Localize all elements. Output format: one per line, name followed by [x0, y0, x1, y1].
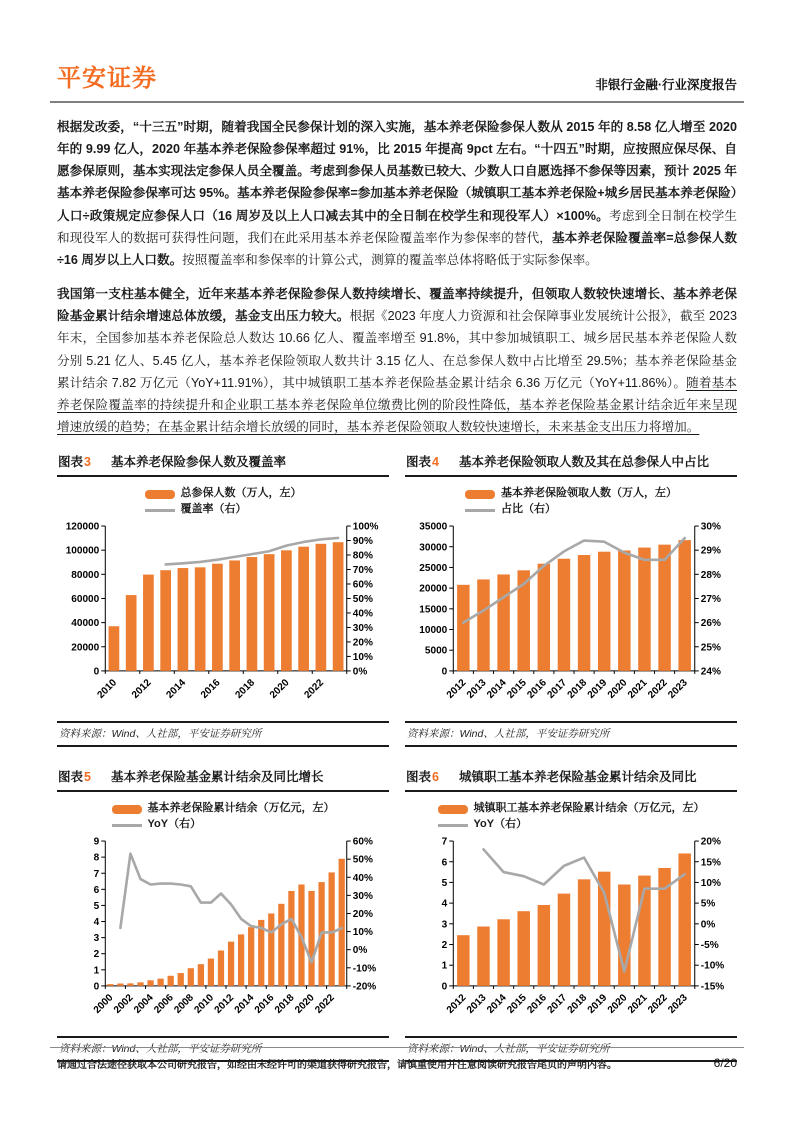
brand-logo: 平安证券 — [57, 65, 157, 92]
svg-text:2015: 2015 — [505, 992, 529, 1017]
svg-text:1: 1 — [441, 960, 448, 972]
figure-6 — [405, 765, 737, 1062]
bar-legend-label: 总参保人数（万人，左） — [180, 487, 302, 500]
page-number: 6/20 — [713, 1056, 737, 1070]
svg-text:2017: 2017 — [545, 677, 570, 701]
svg-text:0: 0 — [441, 666, 448, 678]
svg-text:28%: 28% — [700, 569, 721, 581]
figure-title: 城镇职工基本养老保险基金累计结余及同比 — [458, 770, 697, 785]
svg-text:2022: 2022 — [302, 677, 327, 701]
svg-text:60%: 60% — [352, 579, 373, 591]
svg-text:2014: 2014 — [232, 992, 257, 1017]
text-segment-normal: 根据《2023 年度人力资源和社会保障事业发展统计公报》，截至 2023 年末，全国参加基本养老保险总人数达 10.66 亿人、覆盖率增至 91.8%，其中参加城镇职工、城乡居民基本养老保险人数分别 5.21 亿人、5.45 亿人，基本养老保险领取人数共计 3.15 亿人、在总参保人数中占比增至 29.5%；基本养老保险基金累计结余 7.82 万亿元（YoY+11.91%），其中城镇职工基本养老保险基金累计结余 6.36 万亿元（YoY+11.86%）。 — [57, 309, 738, 390]
svg-text:2015: 2015 — [505, 677, 529, 701]
svg-text:2016: 2016 — [525, 992, 549, 1017]
svg-text:2: 2 — [441, 940, 448, 952]
svg-text:2020: 2020 — [605, 992, 630, 1017]
line-legend-swatch — [145, 509, 175, 512]
svg-text:50%: 50% — [352, 854, 373, 866]
figure-source: 资料来源：Wind、人社部，平安证券研究所 — [57, 721, 389, 747]
figure-source: 资料来源：Wind、人社部，平安证券研究所 — [405, 1036, 737, 1062]
svg-text:2016: 2016 — [525, 677, 549, 701]
line-legend-swatch — [112, 824, 142, 827]
figure-source: 资料来源：Wind、人社部，平安证券研究所 — [57, 1036, 389, 1062]
svg-text:2020: 2020 — [605, 677, 630, 701]
svg-text:25000: 25000 — [419, 563, 448, 575]
svg-text:20%: 20% — [700, 836, 721, 848]
svg-text:60%: 60% — [352, 836, 373, 848]
svg-text:2023: 2023 — [666, 992, 690, 1017]
svg-text:2000: 2000 — [91, 992, 116, 1017]
svg-text:2012: 2012 — [212, 992, 237, 1017]
svg-text:10%: 10% — [700, 878, 721, 890]
svg-text:4: 4 — [93, 917, 100, 929]
svg-text:1: 1 — [93, 965, 100, 977]
combo-chart-participants — [57, 520, 389, 717]
svg-text:80000: 80000 — [71, 569, 100, 581]
figure-6-title-row — [405, 765, 737, 792]
svg-text:25%: 25% — [700, 642, 721, 654]
svg-text:-5%: -5% — [700, 940, 719, 952]
svg-text:40000: 40000 — [71, 618, 100, 630]
svg-text:3: 3 — [93, 933, 100, 945]
combo-chart-fund-balance — [57, 835, 389, 1032]
svg-text:2019: 2019 — [585, 992, 610, 1017]
svg-text:2014: 2014 — [485, 677, 509, 701]
svg-text:20000: 20000 — [419, 583, 448, 595]
bar-legend-label: 城镇职工基本养老保险累计结余（万亿元，左） — [473, 802, 705, 815]
svg-text:20%: 20% — [352, 637, 373, 649]
figure-4-title-row — [405, 450, 737, 477]
svg-text:7: 7 — [93, 868, 100, 880]
svg-text:50%: 50% — [352, 594, 373, 606]
svg-text:0%: 0% — [700, 919, 716, 931]
figure-3 — [57, 450, 389, 747]
svg-text:2022: 2022 — [646, 677, 670, 701]
svg-text:10%: 10% — [352, 652, 373, 664]
svg-text:2012: 2012 — [129, 677, 154, 701]
svg-text:2021: 2021 — [625, 992, 650, 1017]
svg-text:8: 8 — [93, 852, 100, 864]
figure-title: 基本养老保险参保人数及覆盖率 — [110, 455, 286, 470]
chart-legend — [438, 801, 705, 833]
svg-text:30%: 30% — [352, 891, 373, 903]
svg-text:2008: 2008 — [172, 992, 196, 1017]
chart-legend — [112, 801, 335, 833]
figure-source: 资料来源：Wind、人社部，平安证券研究所 — [405, 721, 737, 747]
svg-text:2010: 2010 — [95, 677, 120, 701]
bar-legend-swatch — [438, 805, 468, 814]
svg-text:-10%: -10% — [700, 960, 725, 972]
svg-text:2010: 2010 — [192, 992, 217, 1017]
svg-text:27%: 27% — [700, 594, 721, 606]
svg-text:2018: 2018 — [272, 992, 297, 1017]
text-segment-bold: 根据发改委，“十三五”时期，随着我国全民参保计划的深入实施，基本养老保险参保人数从 2015 年的 8.58 亿人增至 2020 年的 9.99 亿人，2020 年基本养老保险参保率超过 91%，比 2015 年提高 9pct 左右。“十四五”时期，应按照应保尽保、自愿参保原则，基本实现法定参保人员全覆盖。考虑到参保人员基数已较大、少数人口自愿选择不参保等因素，预计 2025 年基本养老保险参保率可达 95%。基本养老保险参保率=参加基本养老保险（城镇职工基本养老保险+城乡居民基本养老保险）人口÷政策规定应参保人口（16 周岁及以上人口减去其中的全日制在校学生和现役军人）×100%。 — [57, 120, 737, 223]
svg-text:24%: 24% — [700, 666, 721, 678]
bar-legend-label: 基本养老保险累计结余（万亿元，左） — [147, 802, 335, 815]
figure-5 — [57, 765, 389, 1062]
svg-text:15000: 15000 — [419, 604, 448, 616]
svg-text:0: 0 — [441, 981, 448, 993]
svg-text:-20%: -20% — [352, 981, 377, 993]
svg-text:30%: 30% — [352, 623, 373, 635]
svg-text:6: 6 — [441, 857, 448, 869]
combo-chart-urban-fund-balance — [405, 835, 737, 1032]
bar-legend-swatch — [465, 490, 495, 499]
svg-text:35000: 35000 — [419, 521, 448, 533]
figure-tag: 图表5 — [58, 770, 91, 785]
svg-text:2021: 2021 — [625, 677, 650, 701]
text-segment-bold: 基本养老保险覆盖率=总参保人数÷16 周岁以上人口数。 — [57, 230, 738, 267]
svg-text:3: 3 — [441, 919, 448, 931]
svg-text:2022: 2022 — [313, 992, 337, 1017]
svg-text:2016: 2016 — [252, 992, 277, 1017]
svg-text:9: 9 — [93, 836, 100, 848]
svg-text:60000: 60000 — [71, 594, 100, 606]
svg-text:2018: 2018 — [565, 677, 590, 701]
svg-text:2023: 2023 — [666, 677, 690, 701]
svg-text:2012: 2012 — [444, 992, 469, 1017]
svg-text:-10%: -10% — [352, 963, 377, 975]
line-legend-label: YoY（右） — [147, 818, 202, 831]
svg-text:0: 0 — [93, 981, 100, 993]
paragraph-1 — [57, 116, 737, 271]
text-segment-normal: 按照覆盖率和参保率的计算公式，测算的覆盖率总体将略低于实际参保率。 — [182, 252, 598, 267]
text-segment-bold: 我国第一支柱基本健全，近年来基本养老保险参保人数持续增长、覆盖率持续提升，但领取人数较快速增长、基本养老保险基金累计结余增速总体放缓，基金支出压力较大。 — [57, 287, 737, 324]
svg-text:5000: 5000 — [424, 645, 448, 657]
svg-text:0: 0 — [93, 666, 100, 678]
svg-text:30%: 30% — [700, 521, 721, 533]
figure-tag: 图表4 — [406, 455, 439, 470]
svg-text:2014: 2014 — [164, 677, 189, 701]
svg-text:100000: 100000 — [65, 545, 100, 557]
svg-text:5: 5 — [93, 901, 100, 913]
text-segment-normal: 考虑到全日制在校学生和现役军人的数据可获得性问题，我们在此采用基本养老保险覆盖率作为参保率的替代， — [57, 208, 738, 245]
line-legend-label: 占比（右） — [501, 503, 556, 516]
page-header — [50, 58, 744, 103]
svg-text:-15%: -15% — [700, 981, 725, 993]
svg-text:2: 2 — [93, 949, 100, 961]
svg-text:26%: 26% — [700, 618, 721, 630]
svg-text:10%: 10% — [352, 927, 373, 939]
svg-text:2020: 2020 — [293, 992, 317, 1017]
line-legend-label: YoY（右） — [473, 818, 528, 831]
svg-text:30000: 30000 — [419, 542, 448, 554]
figure-3-title-row — [57, 450, 389, 477]
svg-text:2018: 2018 — [233, 677, 258, 701]
figure-title: 基本养老保险基金累计结余及同比增长 — [110, 770, 324, 785]
line-legend-label: 覆盖率（右） — [180, 503, 247, 516]
svg-text:15%: 15% — [700, 857, 721, 869]
svg-text:40%: 40% — [352, 872, 373, 884]
svg-text:5%: 5% — [700, 898, 716, 910]
svg-text:6: 6 — [93, 884, 100, 896]
svg-text:0%: 0% — [352, 945, 368, 957]
svg-text:2013: 2013 — [465, 992, 489, 1017]
report-type-label: 非银行金融·行业深度报告 — [595, 78, 737, 92]
svg-text:2022: 2022 — [646, 992, 670, 1017]
bar-legend-swatch — [145, 490, 175, 499]
page-footer — [50, 1047, 744, 1071]
svg-text:4: 4 — [441, 898, 448, 910]
line-legend-swatch — [438, 824, 468, 827]
svg-text:70%: 70% — [352, 565, 373, 577]
text-segment-underline: 随着基本养老保险覆盖率的持续提升和企业职工基本养老保险单位缴费比例的阶段性降低，基本养老保险基金累计结余近年来呈现增速放缓的趋势；在基金累计结余增长放缓的同时，基本养老保险领取人数较快速增长，未来基金支出压力将增加。 — [57, 375, 738, 435]
svg-text:90%: 90% — [352, 536, 373, 548]
svg-text:20%: 20% — [352, 909, 373, 921]
svg-text:80%: 80% — [352, 550, 373, 562]
svg-text:2004: 2004 — [132, 992, 156, 1017]
svg-text:2002: 2002 — [111, 992, 136, 1017]
svg-text:2016: 2016 — [198, 677, 223, 701]
svg-text:2014: 2014 — [485, 992, 509, 1017]
svg-text:29%: 29% — [700, 545, 721, 557]
figure-tag: 图表3 — [58, 455, 91, 470]
body-text — [50, 116, 744, 438]
svg-text:0%: 0% — [352, 666, 368, 678]
svg-text:20000: 20000 — [71, 642, 100, 654]
paragraph-2 — [57, 283, 737, 438]
figures-grid — [50, 450, 744, 1062]
svg-text:2006: 2006 — [152, 992, 176, 1017]
svg-text:2012: 2012 — [444, 677, 469, 701]
chart-legend — [465, 486, 677, 518]
svg-text:7: 7 — [441, 836, 448, 848]
combo-chart-recipients — [405, 520, 737, 717]
svg-text:2020: 2020 — [267, 677, 292, 701]
svg-text:120000: 120000 — [65, 521, 100, 533]
figure-5-title-row — [57, 765, 389, 792]
svg-text:2013: 2013 — [465, 677, 489, 701]
bar-legend-label: 基本养老保险领取人数（万人，左） — [501, 487, 677, 500]
figure-title: 基本养老保险领取人数及其在总参保人中占比 — [458, 455, 709, 470]
svg-text:40%: 40% — [352, 608, 373, 620]
disclaimer-text: 请通过合法途径获取本公司研究报告，如经由未经许可的渠道获得研究报告，请慎重使用并注意阅读研究报告尾页的声明内容。 — [57, 1060, 617, 1071]
bar-legend-swatch — [112, 805, 142, 814]
svg-text:2018: 2018 — [565, 992, 590, 1017]
svg-text:2019: 2019 — [585, 677, 610, 701]
figure-4 — [405, 450, 737, 747]
chart-legend — [145, 486, 302, 518]
svg-text:10000: 10000 — [419, 625, 448, 637]
svg-text:5: 5 — [441, 878, 448, 890]
svg-text:2017: 2017 — [545, 992, 570, 1017]
svg-text:100%: 100% — [352, 521, 379, 533]
figure-tag: 图表6 — [406, 770, 439, 785]
line-legend-swatch — [465, 509, 495, 512]
